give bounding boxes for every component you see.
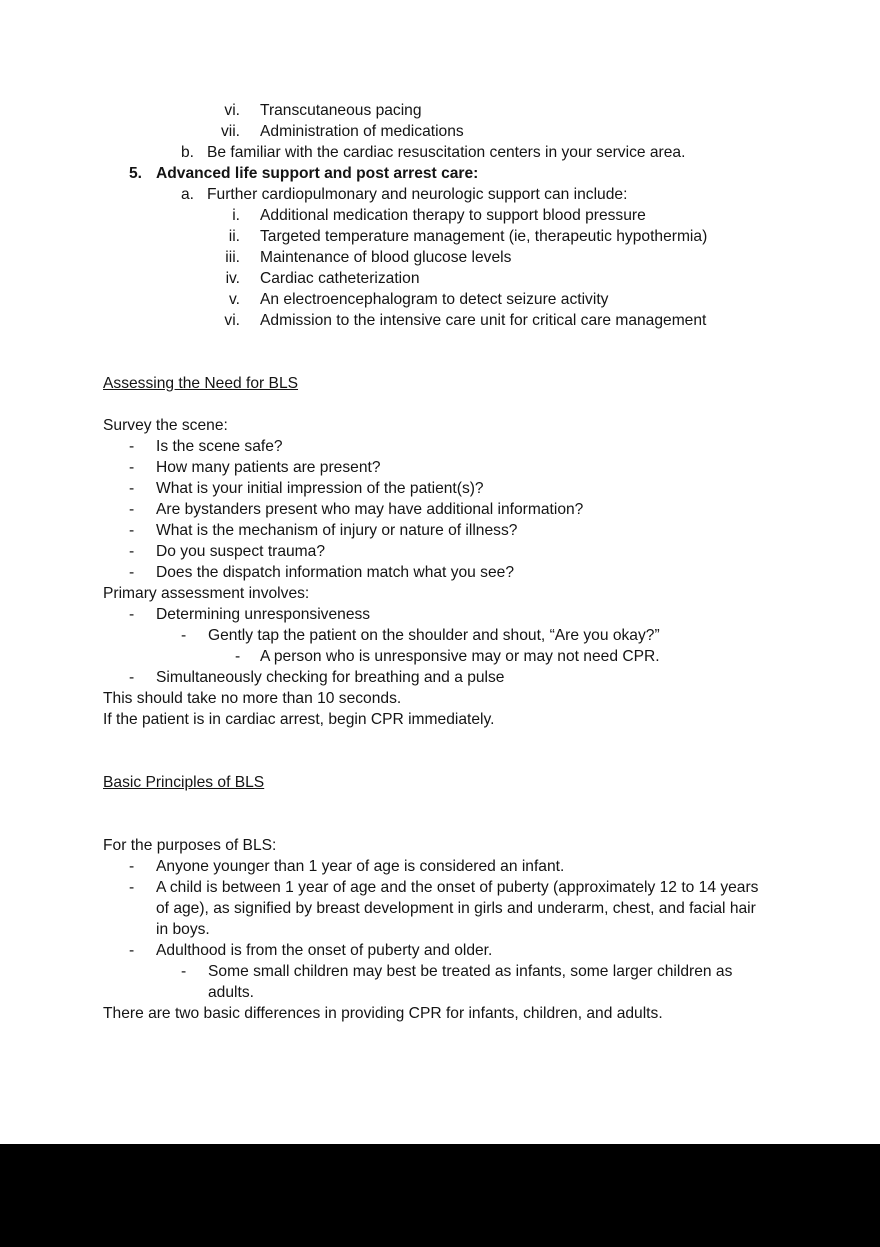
paragraph-line [0, 583, 880, 604]
line-text: How many patients are present? [156, 459, 381, 476]
line-text: A person who is unresponsive may or may not need CPR. [260, 648, 660, 665]
list-marker: vii. [220, 123, 240, 140]
list-marker: vi. [224, 102, 240, 119]
list-marker: v. [229, 291, 240, 308]
line-text: Further cardiopulmonary and neurologic support can include: [207, 186, 628, 203]
list-marker: - [129, 438, 135, 455]
section-heading [0, 772, 880, 793]
line-text: Anyone younger than 1 year of age is considered an infant. [156, 858, 565, 875]
line-text: Determining unresponsiveness [156, 606, 371, 623]
line-text: Maintenance of blood glucose levels [260, 249, 512, 266]
list-item [0, 646, 880, 667]
line-text: Simultaneously checking for breathing and a pulse [156, 669, 505, 686]
line-text: Administration of medications [260, 123, 464, 140]
line-text: An electroencephalogram to detect seizure activity [260, 291, 609, 308]
list-item [0, 856, 880, 877]
list-marker: ii. [228, 228, 240, 245]
line-text: Additional medication therapy to support blood pressure [260, 207, 646, 224]
line-text: Do you suspect trauma? [156, 543, 326, 560]
line-text: Assessing the Need for BLS [103, 375, 299, 392]
paragraph-line [0, 415, 880, 436]
list-marker: - [129, 879, 135, 896]
list-item [0, 226, 880, 247]
line-text: Basic Principles of BLS [103, 774, 265, 791]
list-marker: iv. [225, 270, 240, 287]
blank-line-spacer [0, 394, 880, 415]
line-text: Does the dispatch information match what you see? [156, 564, 514, 581]
list-item [0, 478, 880, 499]
list-marker: - [129, 858, 135, 875]
list-item [0, 562, 880, 583]
list-item [0, 625, 880, 646]
line-text: Survey the scene: [103, 417, 228, 434]
list-marker: iii. [225, 249, 240, 266]
line-text: Is the scene safe? [156, 438, 283, 455]
line-text: Be familiar with the cardiac resuscitation centers in your service area. [207, 144, 686, 161]
line-text: What is the mechanism of injury or nature of illness? [156, 522, 518, 539]
list-item [0, 100, 880, 121]
list-item [0, 436, 880, 457]
section-heading [0, 373, 880, 394]
list-marker: - [235, 648, 241, 665]
list-item [0, 961, 880, 1003]
list-item [0, 289, 880, 310]
list-marker: - [129, 606, 135, 623]
bottom-black-bar [0, 1144, 880, 1247]
line-text: Primary assessment involves: [103, 585, 310, 602]
list-marker: - [129, 459, 135, 476]
list-marker: - [129, 501, 135, 518]
line-text: A child is between 1 year of age and the onset of puberty (approximately 12 to 14 years of age), as signified by breast development in girls and underarm, chest, and facial hair in boys. [156, 879, 759, 938]
line-text: Targeted temperature management (ie, therapeutic hypothermia) [260, 228, 708, 245]
list-marker: a. [181, 186, 195, 203]
list-item [0, 268, 880, 289]
blank-line-spacer [0, 331, 880, 373]
list-item [0, 940, 880, 961]
list-item [0, 604, 880, 625]
list-item [0, 205, 880, 226]
blank-line-spacer [0, 730, 880, 772]
list-item [0, 667, 880, 688]
paragraph-line [0, 1003, 880, 1024]
list-marker: - [129, 942, 135, 959]
line-text: This should take no more than 10 seconds. [103, 690, 402, 707]
list-item [0, 877, 880, 940]
list-marker: i. [232, 207, 240, 224]
list-item [0, 520, 880, 541]
list-marker: 5. [129, 165, 143, 182]
list-item [0, 499, 880, 520]
paragraph-line [0, 709, 880, 730]
paragraph-line [0, 835, 880, 856]
line-text: Cardiac catheterization [260, 270, 420, 287]
list-item [0, 457, 880, 478]
line-text: There are two basic differences in providing CPR for infants, children, and adults. [103, 1005, 663, 1022]
list-marker: b. [181, 144, 195, 161]
line-text: For the purposes of BLS: [103, 837, 277, 854]
list-item [0, 541, 880, 562]
list-marker: - [129, 564, 135, 581]
blank-line-spacer [0, 793, 880, 835]
list-marker: - [181, 963, 187, 980]
line-text: Advanced life support and post arrest care: [156, 165, 479, 182]
list-marker: - [129, 669, 135, 686]
list-item [0, 121, 880, 142]
list-item [0, 310, 880, 331]
line-text: Transcutaneous pacing [260, 102, 422, 119]
list-marker: vi. [224, 312, 240, 329]
list-marker: - [181, 627, 187, 644]
line-text: Adulthood is from the onset of puberty and older. [156, 942, 493, 959]
list-item [0, 142, 880, 163]
list-item [0, 247, 880, 268]
line-text: Some small children may best be treated as infants, some larger children as adults. [208, 963, 733, 1001]
list-marker: - [129, 522, 135, 539]
line-text: Admission to the intensive care unit for critical care management [260, 312, 707, 329]
line-text: If the patient is in cardiac arrest, begin CPR immediately. [103, 711, 495, 728]
list-item [0, 163, 880, 184]
list-marker: - [129, 480, 135, 497]
paragraph-line [0, 688, 880, 709]
line-text: Gently tap the patient on the shoulder and shout, “Are you okay?” [208, 627, 660, 644]
line-text: What is your initial impression of the patient(s)? [156, 480, 484, 497]
list-marker: - [129, 543, 135, 560]
document-content [0, 100, 880, 1024]
list-item [0, 184, 880, 205]
line-text: Are bystanders present who may have additional information? [156, 501, 584, 518]
